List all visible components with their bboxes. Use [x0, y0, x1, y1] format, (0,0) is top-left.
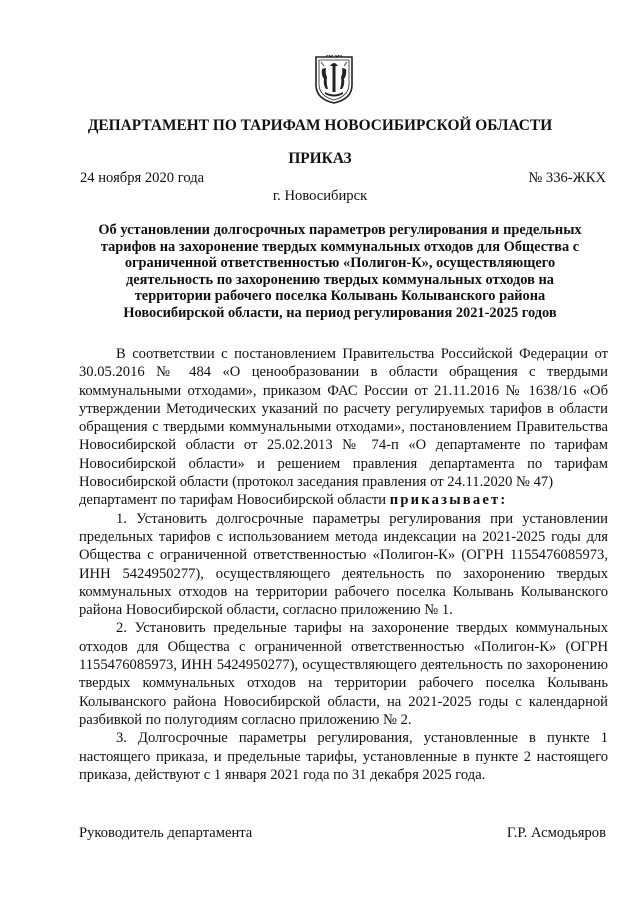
- order-body: [79, 345, 608, 784]
- order-city: г. Новосибирск: [272, 188, 368, 204]
- order-subject: Об установлении долгосрочных параметров регулирования и предельных тарифов на захоронение твердых коммунальных отходов для Общества с ограниченной ответственностью «Полигон-К», осуществляющего деятельность по захоронению твердых коммунальных отходов на территории рабочего поселка Колывань Колыванского района Новосибирской области, на период регулирования 2021-2025 годов: [98, 222, 582, 321]
- order-word: приказывает:: [389, 492, 508, 509]
- order-intro-paragraph: [79, 491, 608, 509]
- order-number: № 336-ЖКХ: [528, 170, 606, 186]
- order-item-1: 1. Установить долгосрочные параметры регулирования при установлении предельных тарифов с использованием метода индексации на 2021-2025 годы для Общества с ограниченной ответственностью «Полигон-К» (ОГРН 1155476085973, ИНН 5424950277), осуществляющего деятельность по захоронению твердых коммунальных отходов на территории рабочего поселка Колывань Колыванского района Новосибирской области, согласно приложению № 1.: [79, 510, 608, 619]
- order-item-2: 2. Установить предельные тарифы на захоронение твердых коммунальных отходов для Общества с ограниченной ответственностью «Полигон-К» (ОГРН 1155476085973, ИНН 5424950277), осуществляющего деятельность по захоронению твердых коммунальных отходов на территории рабочего поселка Колывань Колыванского района Новосибирской области, на 2021-2025 годы с календарной разбивкой по полугодиям согласно приложению № 2.: [79, 620, 608, 728]
- signatory-name: Г.Р. Асмодьяров: [506, 825, 606, 841]
- preamble-paragraph: В соответствии с постановлением Правительства Российской Федерации от 30.05.2016 № 484 «О ценообразовании в области обращения с твердыми коммунальными отходами», приказом ФАС России от 21.11.2016 № 1638/16 «Об утверждении Методических указаний по расчету регулируемых тарифов в области обращения с твердыми коммунальными отходами», постановлением Правительства Новосибирской области от 25.02.2013 № 74-п «О департаменте по тарифам Новосибирской области» и решением правления департамента по тарифам Новосибирской области (протокол заседания правления от 24.11.2020 № 47): [79, 346, 608, 491]
- document-type: ПРИКАЗ: [288, 150, 352, 167]
- coat-of-arms-icon: [313, 55, 355, 105]
- order-intro-text: департамент по тарифам Новосибирской области: [79, 492, 390, 509]
- signatory-position: Руководитель департамента: [79, 825, 253, 841]
- order-date: 24 ноября 2020 года: [80, 170, 205, 186]
- order-item-3: 3. Долгосрочные параметры регулирования, установленные в пункте 1 настоящего приказа, и предельные тарифы, установленные в пункте 2 настоящего приказа, действуют с 1 января 2021 года по 31 декабря 2025 года.: [79, 730, 608, 783]
- department-name: ДЕПАРТАМЕНТ ПО ТАРИФАМ НОВОСИБИРСКОЙ ОБЛАСТИ: [87, 117, 553, 134]
